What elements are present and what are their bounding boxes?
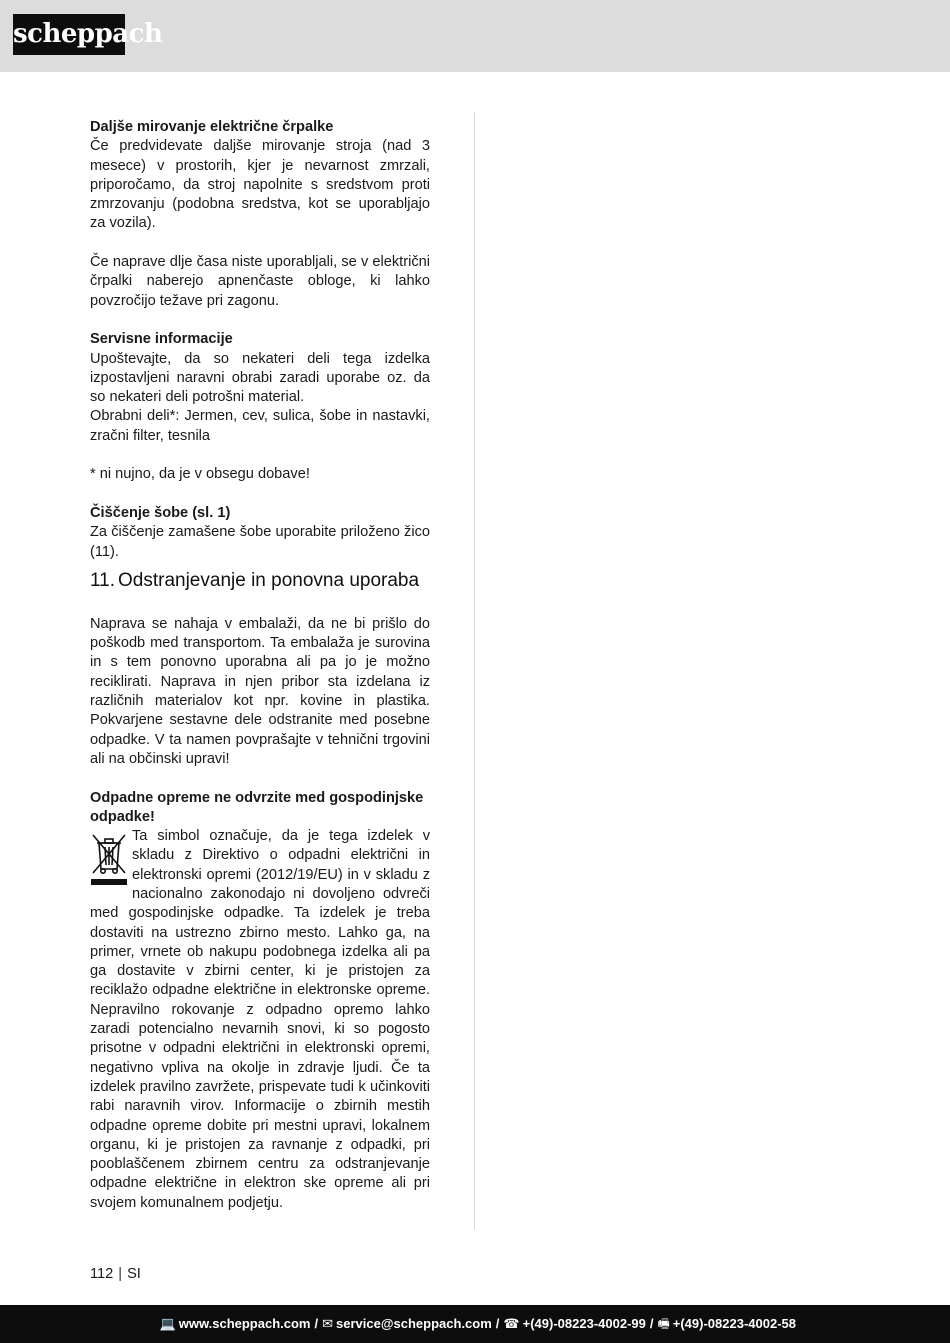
- footer-bar: [0, 1305, 950, 1343]
- fax-icon: 🖷: [657, 1316, 670, 1331]
- idle-paragraph-1: Če predvidevate daljše mirovanje stroja (nad 3 mesece) v prostorih, kjer je nevarnost zmrzali, priporočamo, da stroj napolnite s sredstvom proti zmrzovanju (podobna sredstva, kot se uporabljajo za vozila).: [90, 138, 430, 232]
- phone-icon: ☎: [503, 1316, 520, 1331]
- footer-separator: /: [649, 1316, 654, 1331]
- left-column: [90, 118, 430, 1213]
- page-number-value: 112: [90, 1266, 114, 1282]
- footer-separator: /: [314, 1316, 319, 1331]
- footer-fax[interactable]: +(49)-08223-4002-58: [672, 1316, 796, 1331]
- crossed-out-wheelie-bin-icon: [90, 831, 128, 889]
- disposal-paragraph: Naprava se nahaja v embalaži, da ne bi prišlo do poškodb med transportom. Ta embalaža je surovina in s tem ponovno uporabna ali pa jo je možno reciklirati. Naprava in njen pribor sta izdelana iz različnih materialov kot npr. kovine in plastika. Pokvarjene sestavne dele odstranite med posebne odpadke. V ta namen povprašajte v tehnični trgovini ali na občinski upravi!: [90, 615, 430, 767]
- page-language: SI: [127, 1266, 141, 1282]
- footer-phone[interactable]: +(49)-08223-4002-99: [522, 1316, 646, 1331]
- page-number-separator: |: [118, 1266, 123, 1282]
- footer-website[interactable]: www.scheppach.com: [178, 1316, 311, 1331]
- nozzle-paragraph: Za čiščenje zamašene šobe uporabite priloženo žico (11).: [90, 524, 430, 560]
- service-paragraph-2: Obrabni deli*: Jermen, cev, sulica, šobe in nastavki, zračni filter, tesnila: [90, 408, 430, 444]
- idle-paragraph-2: Če naprave dlje časa niste uporabljali, se v električni črpalki naberejo apnenčaste obloge, ki lahko povzročijo težave pri zagonu.: [90, 254, 430, 309]
- section-number: 11.: [90, 569, 116, 591]
- header-bar: [0, 0, 950, 72]
- envelope-icon: ✉: [322, 1316, 334, 1331]
- section-heading-disposal: [90, 571, 430, 591]
- page-number: [90, 1264, 141, 1284]
- scheppach-logo: scheppach: [13, 14, 125, 55]
- section-title: Odstranjevanje in ponovna uporaba: [118, 569, 420, 591]
- weee-paragraph: [90, 827, 430, 1213]
- weee-paragraph-text: Ta simbol označuje, da je tega izdelek v skladu z Direktivo o odpadni električni in elektronski opremi (2012/19/EU) in v skladu z nacionalno zakonodajo ni dovoljeno odvreči med gospodinjske odpadke. Ta izdelek je treba dostaviti na ustrezno zbirno mesto. Lahko ga, na primer, vrnete ob nakupu podobnega izdelka ali pa ga dostavite v zbirni center, ki je pristojen za reciklažo odpadne električne in elektronske opreme. Nepravilno rokovanje z odpadno opremo lahko zaradi potencialno nevarnih snovi, ki so pogosto prisotne v odpadni električni in elektronski opremi, negativno vpliva na okolje in zdravje ljudi. Če ta izdelek pravilno zavržete, prispevate tudi k učinkoviti rabi naravnih virov. Informacije o zbirnih mestih odpadne opreme dobite pri mestni upravi, lokalnem organu, ki je pristojen za ravnanje z odpadki, pri pooblaščenem zbirnem centru za odstranjevanje odpadne električne in elektron ske opreme ali pri svojem komunalnem podjetju.: [90, 828, 430, 1211]
- service-note: * ni nujno, da je v obsegu dobave!: [90, 466, 310, 483]
- computer-icon: 💻: [159, 1316, 176, 1331]
- service-heading: Servisne informacije: [90, 331, 233, 348]
- idle-heading: Daljše mirovanje električne črpalke: [90, 119, 334, 135]
- footer-separator: /: [495, 1316, 500, 1331]
- footer-contacts: [160, 1315, 796, 1333]
- nozzle-heading: Čiščenje šobe (sl. 1): [90, 504, 231, 521]
- service-paragraph-1: Upoštevajte, da so nekateri deli tega izdelka izpostavljeni naravni obrabi zaradi uporabe oz. da so nekateri deli potrošni material.: [90, 350, 430, 406]
- footer-email[interactable]: service@scheppach.com: [336, 1316, 492, 1331]
- column-divider: [474, 112, 475, 1230]
- weee-heading: Odpadne opreme ne odvrzite med gospodinjske odpadke!: [90, 789, 424, 825]
